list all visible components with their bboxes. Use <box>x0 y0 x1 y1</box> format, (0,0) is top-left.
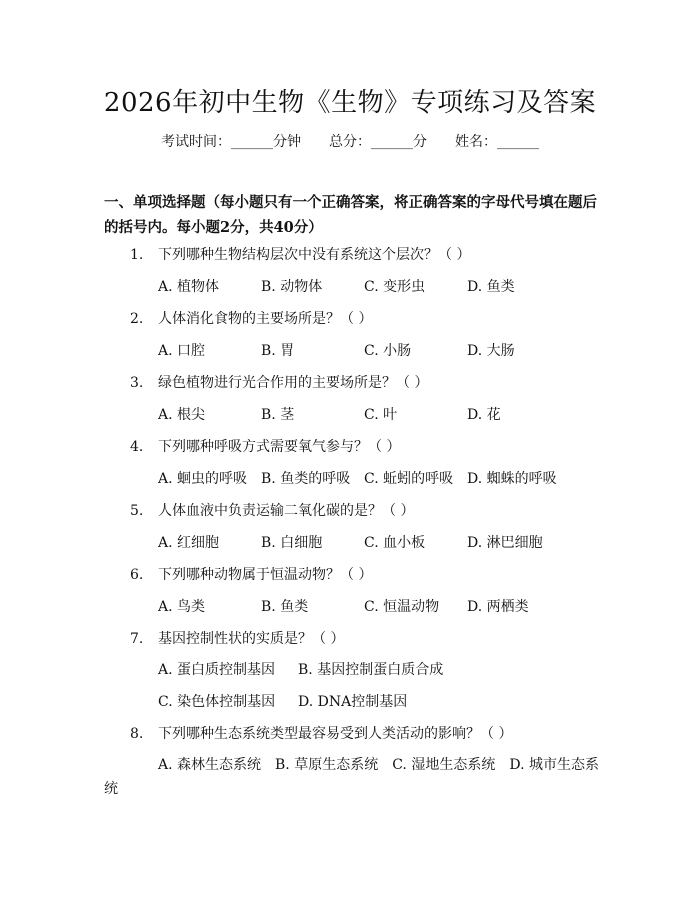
total-score-field: 总分：______分 <box>329 134 427 150</box>
question-8 <box>130 723 512 743</box>
option-b: B. 白细胞 <box>261 535 323 551</box>
question-3-options <box>158 404 570 424</box>
question-3 <box>130 372 428 392</box>
question-number: 3. <box>130 375 144 391</box>
question-text: 基因控制性状的实质是？（ ） <box>158 631 345 647</box>
option-d: D. 淋巴细胞 <box>467 535 543 551</box>
option-d: D. DNA控制基因 <box>298 694 408 710</box>
option-a: A. 鸟类 <box>158 599 206 615</box>
option-b: B. 草原生态系统 <box>275 757 379 773</box>
option-a: A. 森林生态系统 <box>158 757 262 773</box>
question-4 <box>130 436 400 456</box>
question-number: 6. <box>130 567 144 583</box>
question-4-options <box>158 468 570 488</box>
question-1-options <box>158 276 570 296</box>
question-6-options <box>158 596 570 616</box>
option-a: A. 植物体 <box>158 279 220 295</box>
question-2 <box>130 308 372 328</box>
page-title: 2026年初中生物《生物》专项练习及答案 <box>103 88 597 118</box>
option-b: B. 动物体 <box>261 279 323 295</box>
option-d: D. 花 <box>467 407 501 423</box>
option-c: C. 变形虫 <box>364 279 426 295</box>
exam-time-field: 考试时间：______分钟 <box>161 134 301 150</box>
question-text: 下列哪种生物结构层次中没有系统这个层次？（ ） <box>158 247 471 263</box>
question-number: 7. <box>130 631 144 647</box>
student-name-field: 姓名：______ <box>455 134 539 150</box>
option-a: A. 蛋白质控制基因 <box>158 662 276 678</box>
option-c: C. 叶 <box>364 407 398 423</box>
option-a: A. 口腔 <box>158 343 206 359</box>
option-c: C. 小肠 <box>364 343 412 359</box>
question-5-options <box>158 532 570 552</box>
option-b: B. 鱼类的呼吸 <box>261 471 351 487</box>
question-1 <box>130 244 470 264</box>
option-b: B. 茎 <box>261 407 295 423</box>
question-number: 2. <box>130 311 144 327</box>
option-d: D. 大肠 <box>467 343 515 359</box>
option-a: A. 蛔虫的呼吸 <box>158 471 248 487</box>
option-c: C. 蚯蚓的呼吸 <box>364 471 454 487</box>
option-d: D. 蜘蛛的呼吸 <box>467 471 557 487</box>
question-text: 下列哪种呼吸方式需要氧气参与？（ ） <box>158 439 401 455</box>
question-6 <box>130 564 372 584</box>
question-number: 8. <box>130 726 144 742</box>
question-number: 4. <box>130 439 144 455</box>
question-number: 1. <box>130 247 144 263</box>
question-text: 下列哪种生态系统类型最容易受到人类活动的影响？（ ） <box>158 726 513 742</box>
option-c: C. 湿地生态系统 <box>392 757 496 773</box>
option-d: D. 两栖类 <box>467 599 529 615</box>
question-7-options-row-1 <box>158 659 457 679</box>
option-d-wrap: 统 <box>104 781 118 797</box>
option-c: C. 恒温动物 <box>364 599 440 615</box>
option-c: C. 染色体控制基因 <box>158 694 276 710</box>
question-text: 人体消化食物的主要场所是？（ ） <box>158 311 373 327</box>
question-text: 人体血液中负责运输二氧化碳的是？（ ） <box>158 503 415 519</box>
question-8-options <box>158 754 599 774</box>
option-b: B. 基因控制蛋白质合成 <box>298 662 444 678</box>
question-5 <box>130 500 414 520</box>
option-b: B. 胃 <box>261 343 295 359</box>
question-text: 下列哪种动物属于恒温动物？（ ） <box>158 567 373 583</box>
option-b: B. 鱼类 <box>261 599 309 615</box>
question-7-options-row-2 <box>158 691 421 711</box>
exam-info <box>0 131 700 151</box>
question-2-options <box>158 340 570 360</box>
question-number: 5. <box>130 503 144 519</box>
section-heading: 一、单项选择题（每小题只有一个正确答案，将正确答案的字母代号填在题后的括号内。每小题2分，共40分） <box>104 194 597 236</box>
option-d: D. 城市生态系 <box>509 757 599 773</box>
option-c: C. 血小板 <box>364 535 426 551</box>
option-a: A. 根尖 <box>158 407 206 423</box>
question-text: 绿色植物进行光合作用的主要场所是？（ ） <box>158 375 429 391</box>
option-d: D. 鱼类 <box>467 279 515 295</box>
option-a: A. 红细胞 <box>158 535 220 551</box>
question-7 <box>130 628 344 648</box>
